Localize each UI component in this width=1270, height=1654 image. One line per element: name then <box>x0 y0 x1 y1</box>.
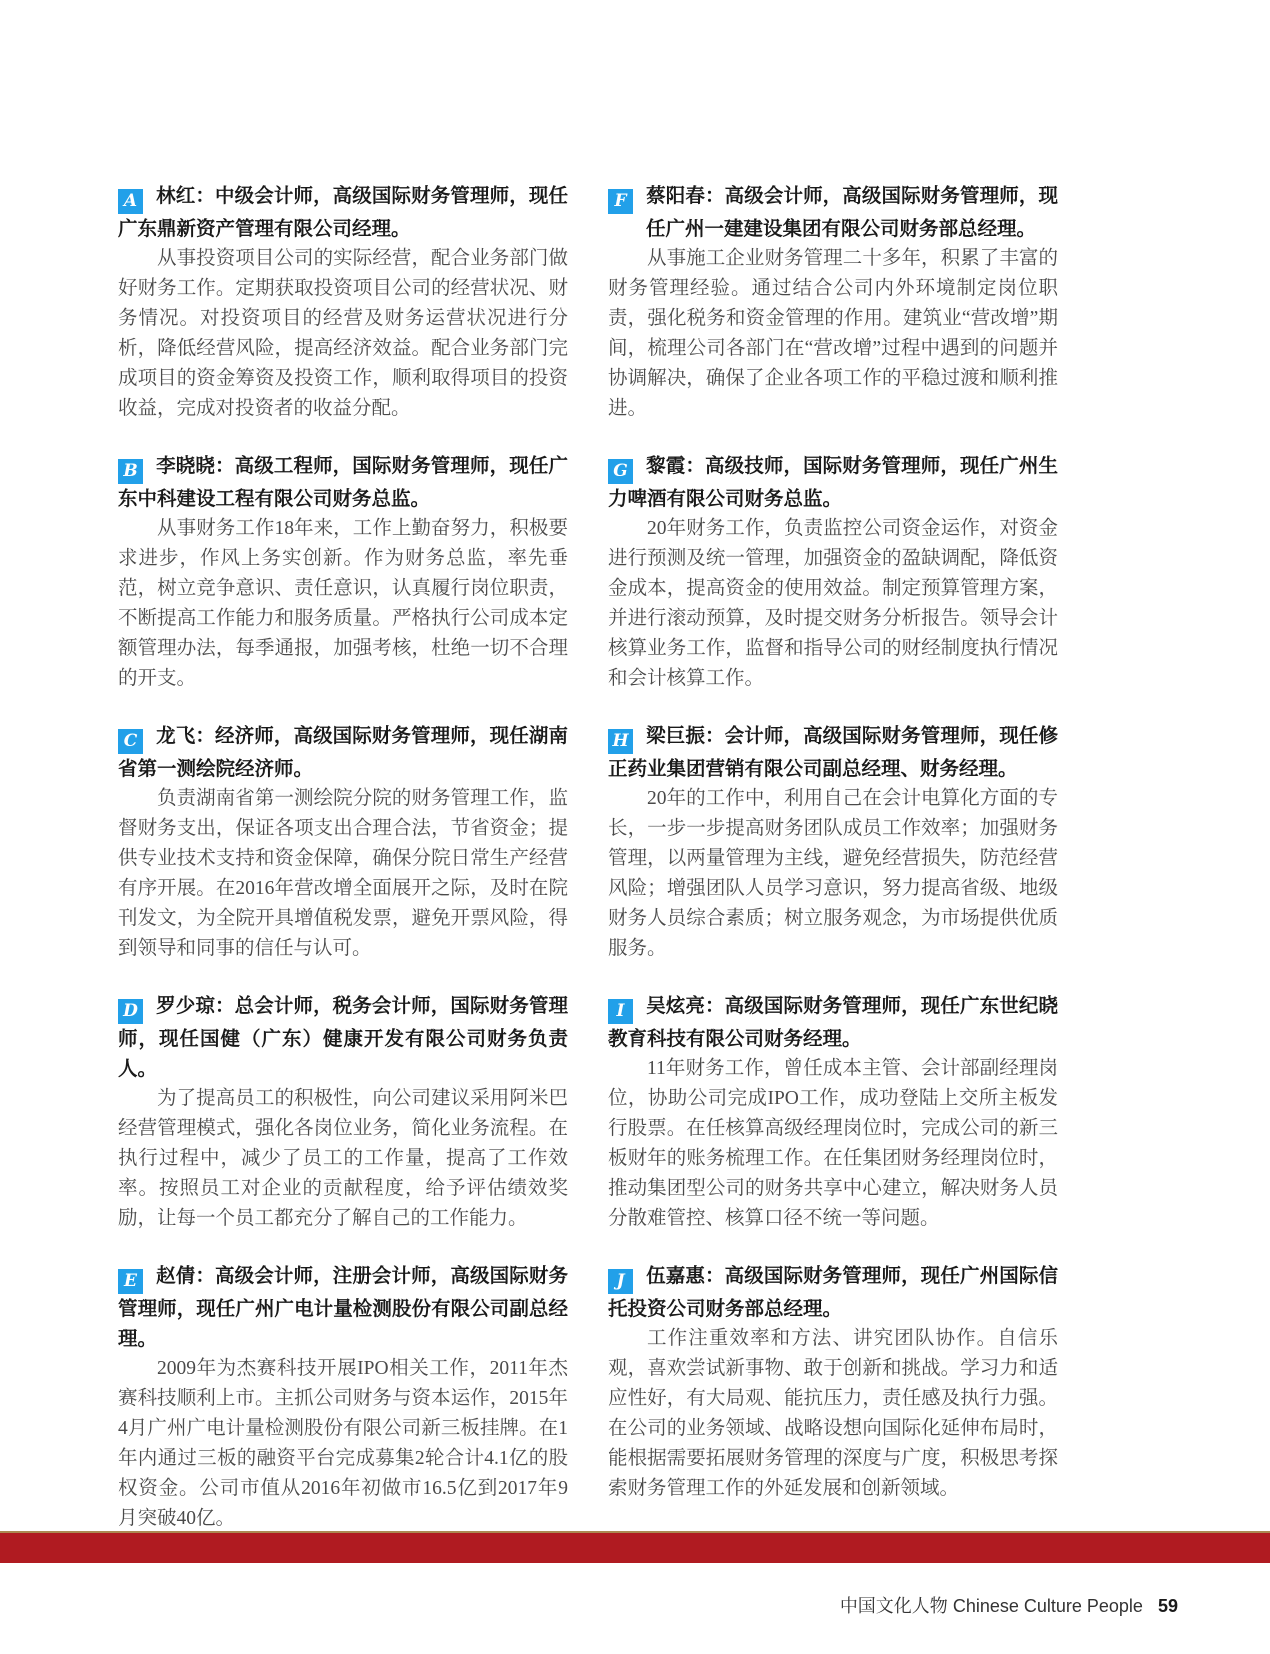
entry-body: 工作注重效率和方法、讲究团队协作。自信乐观，喜欢尝试新事物、敢于创新和挑战。学习力和适应性好，有大局观、能抗压力，责任感及执行力强。在公司的业务领域、战略设想向国际化延伸布局时，能根据需要拓展财务管理的深度与广度，积极思考探索财务管理工作的外延发展和创新领域。 <box>608 1328 1058 1499</box>
page-number: 59 <box>1157 1596 1178 1616</box>
entry-heading <box>118 991 568 1084</box>
entry-heading <box>118 721 568 784</box>
entry-body: 从事施工企业财务管理二十多年，积累了丰富的财务管理经验。通过结合公司内外环境制定岗位职责，强化税务和资金管理的作用。建筑业“营改增”期间，梳理公司各部门在“营改增”过程中遇到的问题并协调解决，确保了企业各项工作的平稳过渡和顺利推进。 <box>608 248 1058 419</box>
entry-f <box>608 181 1058 424</box>
letter-badge-i: I <box>608 999 633 1024</box>
entry-j <box>608 1261 1058 1504</box>
entry-title: 蔡阳春：高级会计师，高级国际财务管理师，现任广州一建建设集团有限公司财务部总经理。 <box>646 185 1058 240</box>
letter-badge-f: F <box>608 189 633 214</box>
entry-title: 李晓晓：高级工程师，国际财务管理师，现任广东中科建设工程有限公司财务总监。 <box>118 455 568 510</box>
letter-badge-d: D <box>118 999 143 1024</box>
letter-badge-e: E <box>118 1269 143 1294</box>
entry-body: 2009年为杰赛科技开展IPO相关工作，2011年杰赛科技顺利上市。主抓公司财务与资本运作，2015年4月广州广电计量检测股份有限公司新三板挂牌。在1年内通过三板的融资平台完成募集2轮合计4.1亿的股权资金。公司市值从2016年初做市16.5亿到2017年9月突破40亿。 <box>118 1358 568 1529</box>
entry-title: 龙飞：经济师，高级国际财务管理师，现任湖南省第一测绘院经济师。 <box>118 725 568 780</box>
entry-c <box>118 721 568 964</box>
entry-title: 黎霞：高级技师，国际财务管理师，现任广州生力啤酒有限公司财务总监。 <box>608 455 1058 510</box>
entry-heading <box>118 1261 568 1354</box>
letter-badge-c: C <box>118 729 143 754</box>
letter-badge-h: H <box>608 729 633 754</box>
entry-body: 11年财务工作，曾任成本主管、会计部副经理岗位，协助公司完成IPO工作，成功登陆上交所主板发行股票。在任核算高级经理岗位时，完成公司的新三板财年的账务梳理工作。在任集团财务经理岗位时，推动集团型公司的财务共享中心建立，解决财务人员分散难管控、核算口径不统一等问题。 <box>608 1058 1058 1229</box>
entry-heading <box>608 721 1058 784</box>
entry-heading <box>118 181 568 244</box>
entry-a <box>118 181 568 424</box>
entry-e <box>118 1261 568 1534</box>
entry-heading <box>608 181 1058 244</box>
footer-red-band <box>0 1531 1270 1563</box>
entry-title: 吴炫亮：高级国际财务管理师，现任广东世纪晓教育科技有限公司财务经理。 <box>608 995 1058 1050</box>
entry-heading <box>118 451 568 514</box>
entry-b <box>118 451 568 694</box>
entry-title: 伍嘉惠：高级国际财务管理师，现任广州国际信托投资公司财务部总经理。 <box>608 1265 1058 1320</box>
entry-title: 林红：中级会计师，高级国际财务管理师，现任广东鼎新资产管理有限公司经理。 <box>118 185 568 240</box>
letter-badge-b: B <box>118 459 143 484</box>
entry-body: 从事财务工作18年来，工作上勤奋努力，积极要求进步，作风上务实创新。作为财务总监，率先垂范，树立竞争意识、责任意识，认真履行岗位职责，不断提高工作能力和服务质量。严格执行公司成本定额管理办法，每季通报，加强考核，杜绝一切不合理的开支。 <box>118 518 568 689</box>
left-column <box>118 181 568 1561</box>
letter-badge-g: G <box>608 459 633 484</box>
letter-badge-j: J <box>608 1269 633 1294</box>
entry-heading <box>608 1261 1058 1324</box>
entry-g <box>608 451 1058 694</box>
letter-badge-a: A <box>118 189 143 214</box>
entry-h <box>608 721 1058 964</box>
footer-title-en: Chinese Culture People <box>952 1596 1143 1616</box>
entry-heading <box>608 991 1058 1054</box>
profiles-content <box>118 181 1058 1561</box>
entry-title: 赵倩：高级会计师，注册会计师，高级国际财务管理师，现任广州广电计量检测股份有限公司副总经理。 <box>118 1265 568 1350</box>
entry-body: 从事投资项目公司的实际经营，配合业务部门做好财务工作。定期获取投资项目公司的经营状况、财务情况。对投资项目的经营及财务运营状况进行分析，降低经营风险，提高经济效益。配合业务部门完成项目的资金筹资及投资工作，顺利取得项目的投资收益，完成对投资者的收益分配。 <box>118 248 568 419</box>
entry-heading <box>608 451 1058 514</box>
footer <box>840 1592 1178 1618</box>
entry-body: 20年财务工作，负责监控公司资金运作，对资金进行预测及统一管理，加强资金的盈缺调配，降低资金成本，提高资金的使用效益。制定预算管理方案，并进行滚动预算，及时提交财务分析报告。领导会计核算业务工作，监督和指导公司的财经制度执行情况和会计核算工作。 <box>608 518 1058 689</box>
entry-title: 罗少琼：总会计师，税务会计师，国际财务管理师，现任国健（广东）健康开发有限公司财务负责人。 <box>118 995 568 1080</box>
entry-i <box>608 991 1058 1234</box>
entry-body: 负责湖南省第一测绘院分院的财务管理工作，监督财务支出，保证各项支出合理合法，节省资金；提供专业技术支持和资金保障，确保分院日常生产经营有序开展。在2016年营改增全面展开之际，及时在院刊发文，为全院开具增值税发票，避免开票风险，得到领导和同事的信任与认可。 <box>118 788 568 959</box>
entry-d <box>118 991 568 1234</box>
footer-title-cn: 中国文化人物 <box>839 1596 948 1616</box>
entry-body: 20年的工作中，利用自己在会计电算化方面的专长，一步一步提高财务团队成员工作效率；加强财务管理，以两量管理为主线，避免经营损失，防范经营风险；增强团队人员学习意识，努力提高省级、地级财务人员综合素质；树立服务观念，为市场提供优质服务。 <box>608 788 1058 959</box>
right-column <box>608 181 1058 1561</box>
entry-body: 为了提高员工的积极性，向公司建议采用阿米巴经营管理模式，强化各岗位业务，简化业务流程。在执行过程中，减少了员工的工作量，提高了工作效率。按照员工对企业的贡献程度，给予评估绩效奖励，让每一个员工都充分了解自己的工作能力。 <box>118 1088 568 1229</box>
entry-title: 梁巨振：会计师，高级国际财务管理师，现任修正药业集团营销有限公司副总经理、财务经理。 <box>608 725 1058 780</box>
